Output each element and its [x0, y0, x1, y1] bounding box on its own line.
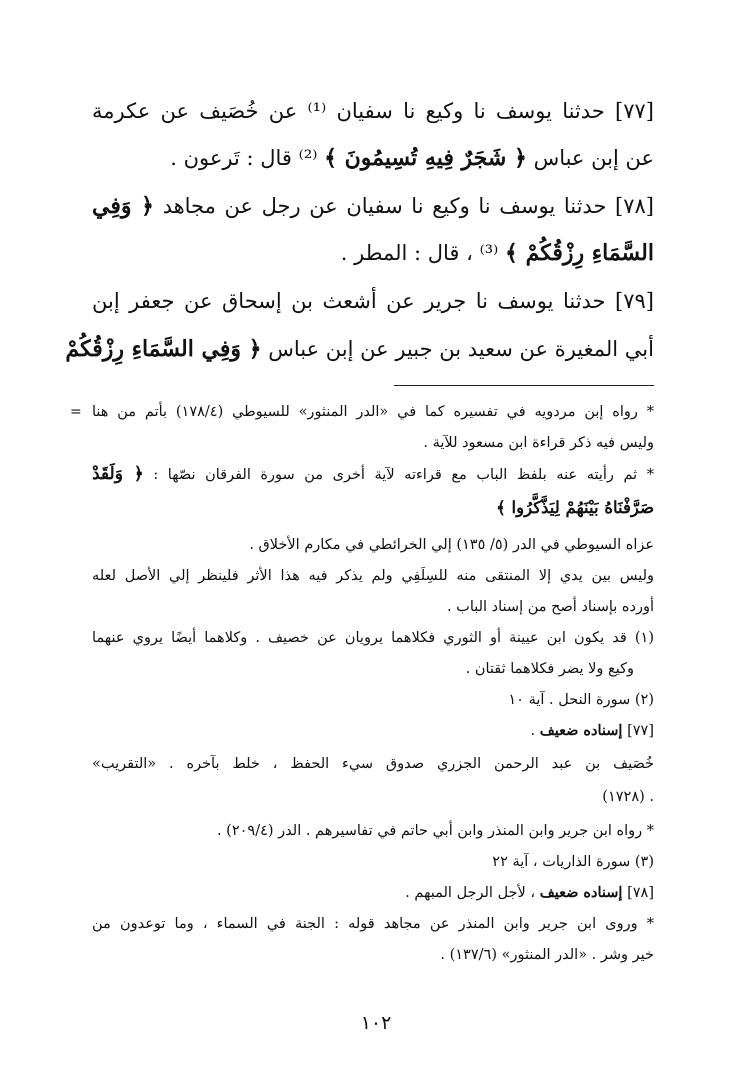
footnote-line: وليس بين يدي إلا المنتقى منه للسِلَفِي ولم يذكر فيه هذا الأثر فلينظر إلي الأصل لعله	[92, 568, 654, 584]
text-segment: [٧٨] حدثنا يوسف نا وكيع نا سفيان عن رجل عن مجاهد	[162, 194, 654, 218]
quran-quote: ﴿ وَفِي	[92, 193, 154, 219]
text-segment: عن إبن عباس	[533, 146, 654, 170]
footnote-line: (٢) سورة النحل . آية ١٠	[508, 692, 654, 708]
text-segment: ⁽³⁾ ، قال : المطر .	[340, 241, 499, 265]
isnad-grade: إسناده ضعيف	[539, 884, 623, 901]
quran-quote: ﴿ وَفِي السَّمَاءِ رِزْقُكُمْ	[65, 336, 262, 362]
footnote-line	[92, 886, 654, 901]
quran-quote: ﴿ وَلَقَدْ	[92, 464, 144, 484]
text-segment: ⁽²⁾ قال : تَرعون .	[170, 146, 318, 170]
quran-quote: ﴿ شَجَرٌ فِيهِ تُسِيمُونَ ﴾	[324, 145, 527, 171]
text-segment: .	[530, 723, 536, 739]
footnote-line: عزاه السيوطي في الدر (٥/ ١٣٥) إلي الخرائطي في مكارم الأخلاق .	[249, 537, 654, 553]
text-segment: [٧٧]	[627, 723, 654, 739]
footnote-separator	[394, 385, 654, 386]
footnote-line: خُصَيف بن عبد الرحمن الجزري صدوق سيء الحفظ ، خلط بآخره . «التقريب»	[92, 756, 654, 772]
footnote-line: (٣) سورة الذاريات ، آية ٢٢	[492, 854, 654, 870]
footnote-line: وليس فيه ذكر قراءة ابن مسعود للآية .	[423, 435, 654, 451]
footnote-line: (١) قد يكون ابن عيينة أو الثوري فكلاهما يرويان عن خصيف . وكلاهما أيضًا يروي عنهما	[92, 630, 654, 646]
footnote-line: وكيع ولا يضر فكلاهما ثقتان .	[465, 661, 634, 677]
text-segment: ، لأجل الرجل المبهم .	[405, 885, 536, 901]
main-line-1: [٧٧] حدثنا يوسف نا وكيع نا سفيان ⁽¹⁾ عن خُصَيف عن عكرمة	[92, 99, 654, 123]
footnote-line	[92, 724, 654, 739]
footnote-line	[92, 466, 654, 483]
main-line-2	[92, 147, 654, 169]
footnote-line: * رواه إبن مردويه في تفسيره كما في «الدر المنثور» للسيوطي (١٧٨/٤) بأتم من هنا	[92, 404, 654, 420]
main-line-5: [٧٩] حدثنا يوسف نا جرير عن أشعث بن إسحاق عن جعفر إبن	[92, 289, 654, 313]
main-line-6	[65, 336, 654, 362]
quran-quote: السَّمَاءِ رِزْقُكُمْ ﴾	[505, 240, 654, 266]
footnote-line: . (١٧٢٨)	[602, 789, 654, 805]
quran-quote: صَرَّفْنَاهُ بَيْنَهُمْ لِيَذَّكَّرُوا ﴾	[496, 498, 654, 517]
main-line-3	[92, 195, 654, 217]
page-number: ١٠٢	[360, 1012, 392, 1034]
text-segment: * ثم رأيته عنه بلفظ الباب مع قراءته لآية أخرى من سورة الفرقان نصّها :	[153, 467, 655, 483]
footnote-line: أورده بإسناد أصح من إسناد الباب .	[446, 599, 654, 615]
main-line-4	[92, 242, 654, 264]
footnote-line: * رواه ابن جرير وابن المنذر وابن أبي حاتم في تفاسيرهم . الدر (٢٠٩/٤) .	[216, 823, 654, 839]
margin-mark: =	[70, 404, 82, 420]
text-segment: أبي المغيرة عن سعيد بن جبير عن إبن عباس	[268, 337, 654, 361]
footnote-line: * وروى ابن جرير وابن المنذر عن مجاهد قوله : الجنة في السماء ، وما توعدون من	[92, 916, 654, 932]
text-segment: [٧٨]	[627, 885, 654, 901]
footnote-line: خير وشر . «الدر المنثور» (١٣٧/٦) .	[440, 947, 654, 963]
footnote-line	[92, 500, 654, 517]
isnad-grade: إسناده ضعيف	[539, 722, 623, 739]
